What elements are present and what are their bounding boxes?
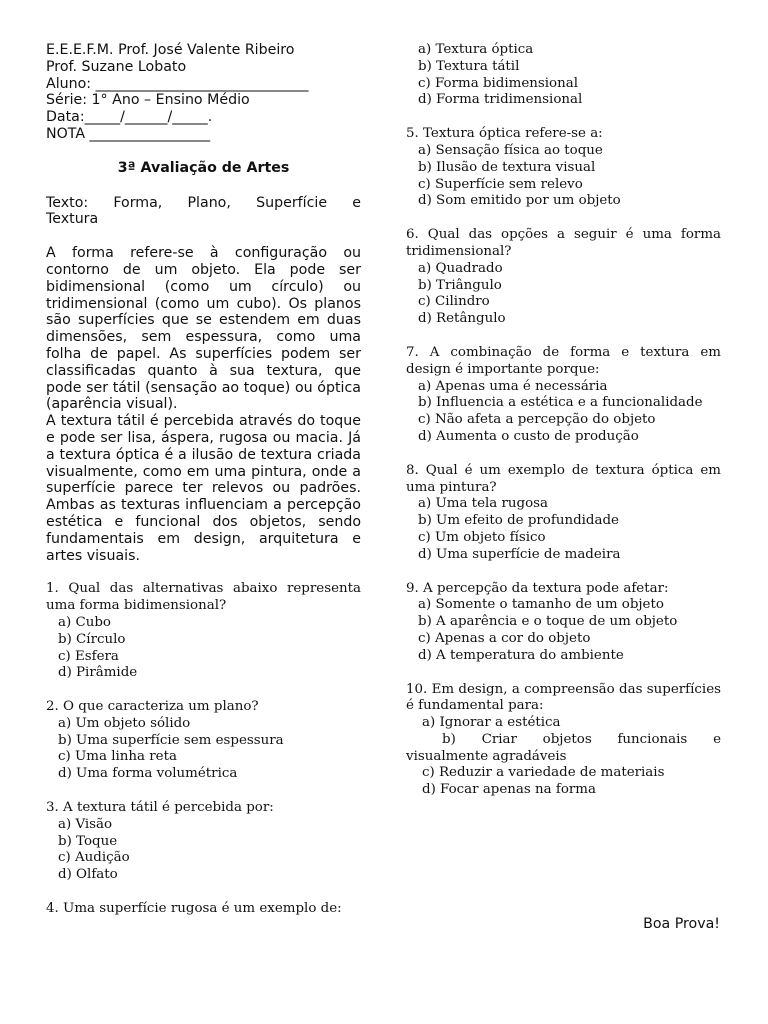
option: c) Cilindro bbox=[418, 294, 490, 310]
option: c) Superfície sem relevo bbox=[418, 176, 583, 192]
question-7 bbox=[406, 345, 721, 446]
option: d) Uma superfície de madeira bbox=[418, 546, 621, 562]
option: b) Círculo bbox=[58, 631, 126, 647]
option: c) Audição bbox=[58, 850, 130, 866]
grade-line: Série: 1° Ano – Ensino Médio bbox=[46, 92, 250, 109]
date-field: Data:_____/______/_____. bbox=[46, 109, 213, 126]
option: b) Criar objetos funcionais e visualmente agradáveis bbox=[406, 731, 721, 764]
option: b) Um efeito de profundidade bbox=[418, 513, 619, 529]
option: b) Triângulo bbox=[418, 277, 502, 293]
option: d) Focar apenas na forma bbox=[422, 782, 596, 798]
question-10 bbox=[406, 682, 721, 800]
question-4-prompt: 4. Uma superfície rugosa é um exemplo de: bbox=[46, 901, 342, 917]
option: b) A aparência e o toque de um objeto bbox=[418, 614, 678, 630]
option: d) Pirâmide bbox=[58, 665, 138, 681]
question-2 bbox=[46, 699, 361, 783]
text-heading-line2: Textura bbox=[46, 211, 99, 228]
question-prompt: 2. O que caracteriza um plano? bbox=[46, 699, 259, 715]
option: d) Forma tridimensional bbox=[418, 92, 583, 108]
question-prompt: 9. A percepção da textura pode afetar: bbox=[406, 580, 669, 596]
option: a) Apenas uma é necessária bbox=[418, 378, 608, 394]
question-8 bbox=[406, 463, 721, 564]
option: c) Forma bidimensional bbox=[418, 75, 579, 91]
question-1 bbox=[46, 581, 361, 682]
question-prompt: 1. Qual das alternativas abaixo representa uma forma bidimensional? bbox=[46, 581, 361, 614]
question-6 bbox=[406, 227, 721, 328]
option: d) Aumenta o custo de produção bbox=[418, 428, 639, 444]
closing-message: Boa Prova! bbox=[643, 916, 720, 932]
option: b) Textura tátil bbox=[418, 58, 520, 74]
option: c) Apenas a cor do objeto bbox=[418, 630, 591, 646]
option: a) Um objeto sólido bbox=[58, 715, 191, 731]
text-paragraph-1: A forma refere-se à configuração ou contorno de um objeto. Ela pode ser bidimensional (como um círculo) ou tridimensional (como um cubo). Os planos são superfícies que se estendem em duas dimensões, sem espessura, como uma folha de papel. As superfícies podem ser classificadas quanto à sua textura, que pode ser tátil (sensação ao toque) ou óptica (aparência visual). bbox=[46, 245, 361, 413]
question-prompt: 6. Qual das opções a seguir é uma forma tridimensional? bbox=[406, 227, 721, 259]
option: a) Textura óptica bbox=[418, 42, 534, 57]
option: d) A temperatura do ambiente bbox=[418, 647, 624, 663]
option: c) Reduzir a variedade de materiais bbox=[422, 765, 665, 781]
question-prompt: 3. A textura tátil é percebida por: bbox=[46, 800, 274, 816]
right-column bbox=[406, 42, 721, 799]
text-heading-line1: Texto: Forma, Plano, Superfície e bbox=[46, 194, 361, 211]
school-name: E.E.E.F.M. Prof. José Valente Ribeiro bbox=[46, 42, 295, 58]
student-field: Aluno: ______________________________ bbox=[46, 75, 309, 92]
option: b) Influencia a estética e a funcionalidade bbox=[418, 395, 703, 411]
question-3 bbox=[46, 800, 361, 884]
question-9 bbox=[406, 581, 721, 665]
question-4-options bbox=[406, 42, 721, 109]
question-prompt: 5. Textura óptica refere-se a: bbox=[406, 126, 603, 142]
option: b) Ilusão de textura visual bbox=[418, 159, 596, 175]
option: a) Quadrado bbox=[418, 260, 503, 276]
option: a) Sensação física ao toque bbox=[418, 142, 603, 158]
option: c) Esfera bbox=[58, 648, 119, 664]
teacher-name: Prof. Suzane Lobato bbox=[46, 58, 187, 75]
option: c) Uma linha reta bbox=[58, 749, 177, 765]
question-prompt: 10. Em design, a compreensão das superfícies é fundamental para: bbox=[406, 681, 721, 714]
option: a) Visão bbox=[58, 816, 113, 832]
option: a) Uma tela rugosa bbox=[418, 496, 549, 512]
option: d) Uma forma volumétrica bbox=[58, 766, 238, 782]
option: c) Não afeta a percepção do objeto bbox=[418, 412, 656, 428]
option: d) Som emitido por um objeto bbox=[418, 193, 621, 209]
question-prompt: 8. Qual é um exemplo de textura óptica em uma pintura? bbox=[406, 462, 721, 495]
option: b) Uma superfície sem espessura bbox=[58, 732, 284, 748]
option: d) Retângulo bbox=[418, 311, 506, 327]
left-column bbox=[46, 42, 361, 918]
score-field: NOTA _________________ bbox=[46, 125, 211, 142]
option: a) Somente o tamanho de um objeto bbox=[418, 597, 664, 613]
option: b) Toque bbox=[58, 833, 118, 849]
option: d) Olfato bbox=[58, 867, 118, 883]
question-prompt: 7. A combinação de forma e textura em design é importante porque: bbox=[406, 344, 721, 377]
option: a) Ignorar a estética bbox=[422, 715, 561, 731]
page-title: 3ª Avaliação de Artes bbox=[117, 159, 290, 176]
option: c) Um objeto físico bbox=[418, 529, 546, 545]
question-5 bbox=[406, 126, 721, 210]
text-paragraph-2: A textura tátil é percebida através do toque e pode ser lisa, áspera, rugosa ou macia. Já a textura óptica é a ilusão de textura criada visualmente, como em uma pintura, onde a superfície parece ter relevos ou padrões. Ambas as texturas influenciam a percepção estética e funcional dos objetos, sendo fundamentais em design, arquitetura e artes visuais. bbox=[46, 413, 361, 564]
option: a) Cubo bbox=[58, 614, 111, 630]
